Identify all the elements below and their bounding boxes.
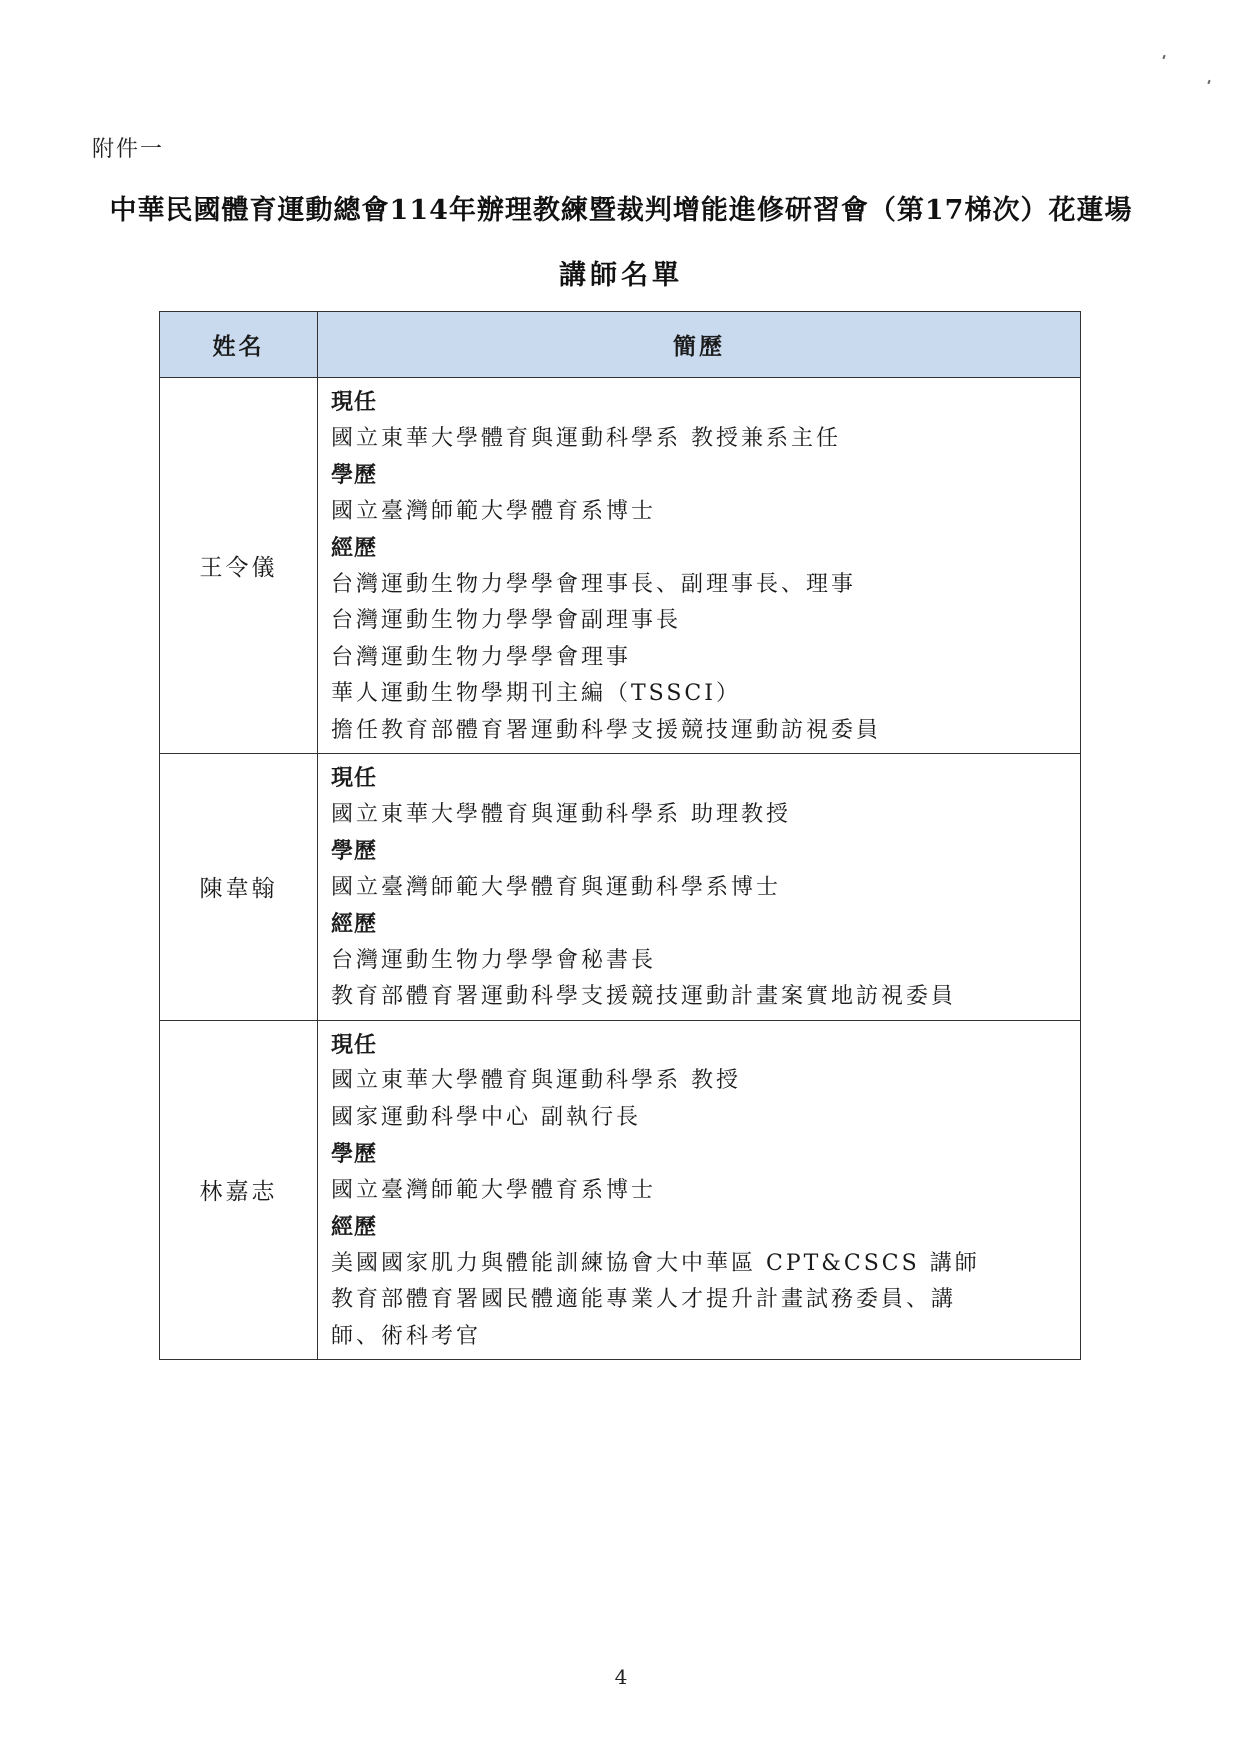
speaker-bio <box>318 378 1081 754</box>
section-label-education: 學歷 <box>331 462 378 488</box>
bio-line: 台灣運動生物力學學會理事長、副理事長、理事 <box>331 571 857 597</box>
bio-line: 台灣運動生物力學學會秘書長 <box>331 947 657 973</box>
bio-line: 教育部體育署國民體適能專業人才提升計畫試務委員、講 <box>331 1287 957 1312</box>
bio-line: 國立臺灣師範大學體育系博士 <box>331 1177 657 1203</box>
header-name: 姓名 <box>160 312 318 378</box>
speaker-name: 林嘉志 <box>160 1020 318 1360</box>
section-label-current: 現任 <box>331 389 378 415</box>
bio-line: 國立東華大學體育與運動科學系 教授兼系主任 <box>331 425 841 451</box>
section-label-current: 現任 <box>331 1031 378 1058</box>
table-row <box>160 1020 1081 1360</box>
bio-line: 國立臺灣師範大學體育與運動科學系博士 <box>331 874 782 900</box>
page-number: 4 <box>614 1665 628 1689</box>
section-label-experience: 經歷 <box>331 911 378 937</box>
document-subtitle: 講師名單 <box>559 260 683 291</box>
section-label-current: 現任 <box>331 765 378 791</box>
bio-line: 台灣運動生物力學學會副理事長 <box>331 608 682 633</box>
bio-line: 師、術科考官 <box>331 1323 482 1349</box>
speaker-name: 王令儀 <box>160 378 318 754</box>
speaker-bio <box>318 754 1081 1021</box>
section-label-education: 學歷 <box>331 838 378 864</box>
document-title: 中華民國體育運動總會114年辦理教練暨裁判增能進修研習會（第17梯次）花蓮場 <box>109 195 1133 226</box>
scan-speck <box>1162 55 1165 59</box>
bio-line: 美國國家肌力與體能訓練協會大中華區 CPT&CSCS 講師 <box>331 1250 980 1276</box>
speaker-table <box>159 311 1081 1360</box>
bio-line: 國立東華大學體育與運動科學系 助理教授 <box>331 801 791 827</box>
bio-line: 國立東華大學體育與運動科學系 教授 <box>331 1068 741 1093</box>
speaker-name: 陳韋翰 <box>160 754 318 1021</box>
bio-line: 華人運動生物學期刊主編（TSSCI） <box>331 681 741 706</box>
table-row <box>160 378 1081 754</box>
bio-line: 教育部體育署運動科學支援競技運動計畫案實地訪視委員 <box>331 984 957 1009</box>
bio-line: 國立臺灣師範大學體育系博士 <box>331 498 657 524</box>
speaker-bio <box>318 1020 1081 1360</box>
section-label-experience: 經歷 <box>331 1214 378 1240</box>
table-row <box>160 754 1081 1021</box>
bio-line: 台灣運動生物力學學會理事 <box>331 644 632 670</box>
section-label-experience: 經歷 <box>331 535 378 561</box>
bio-line: 國家運動科學中心 副執行長 <box>331 1104 641 1130</box>
section-label-education: 學歷 <box>331 1141 378 1167</box>
header-bio: 簡歷 <box>318 312 1081 378</box>
attachment-label: 附件一 <box>92 137 165 162</box>
table-header-row <box>160 312 1081 378</box>
bio-line: 擔任教育部體育署運動科學支援競技運動訪視委員 <box>331 717 882 743</box>
scan-speck <box>1207 80 1210 84</box>
